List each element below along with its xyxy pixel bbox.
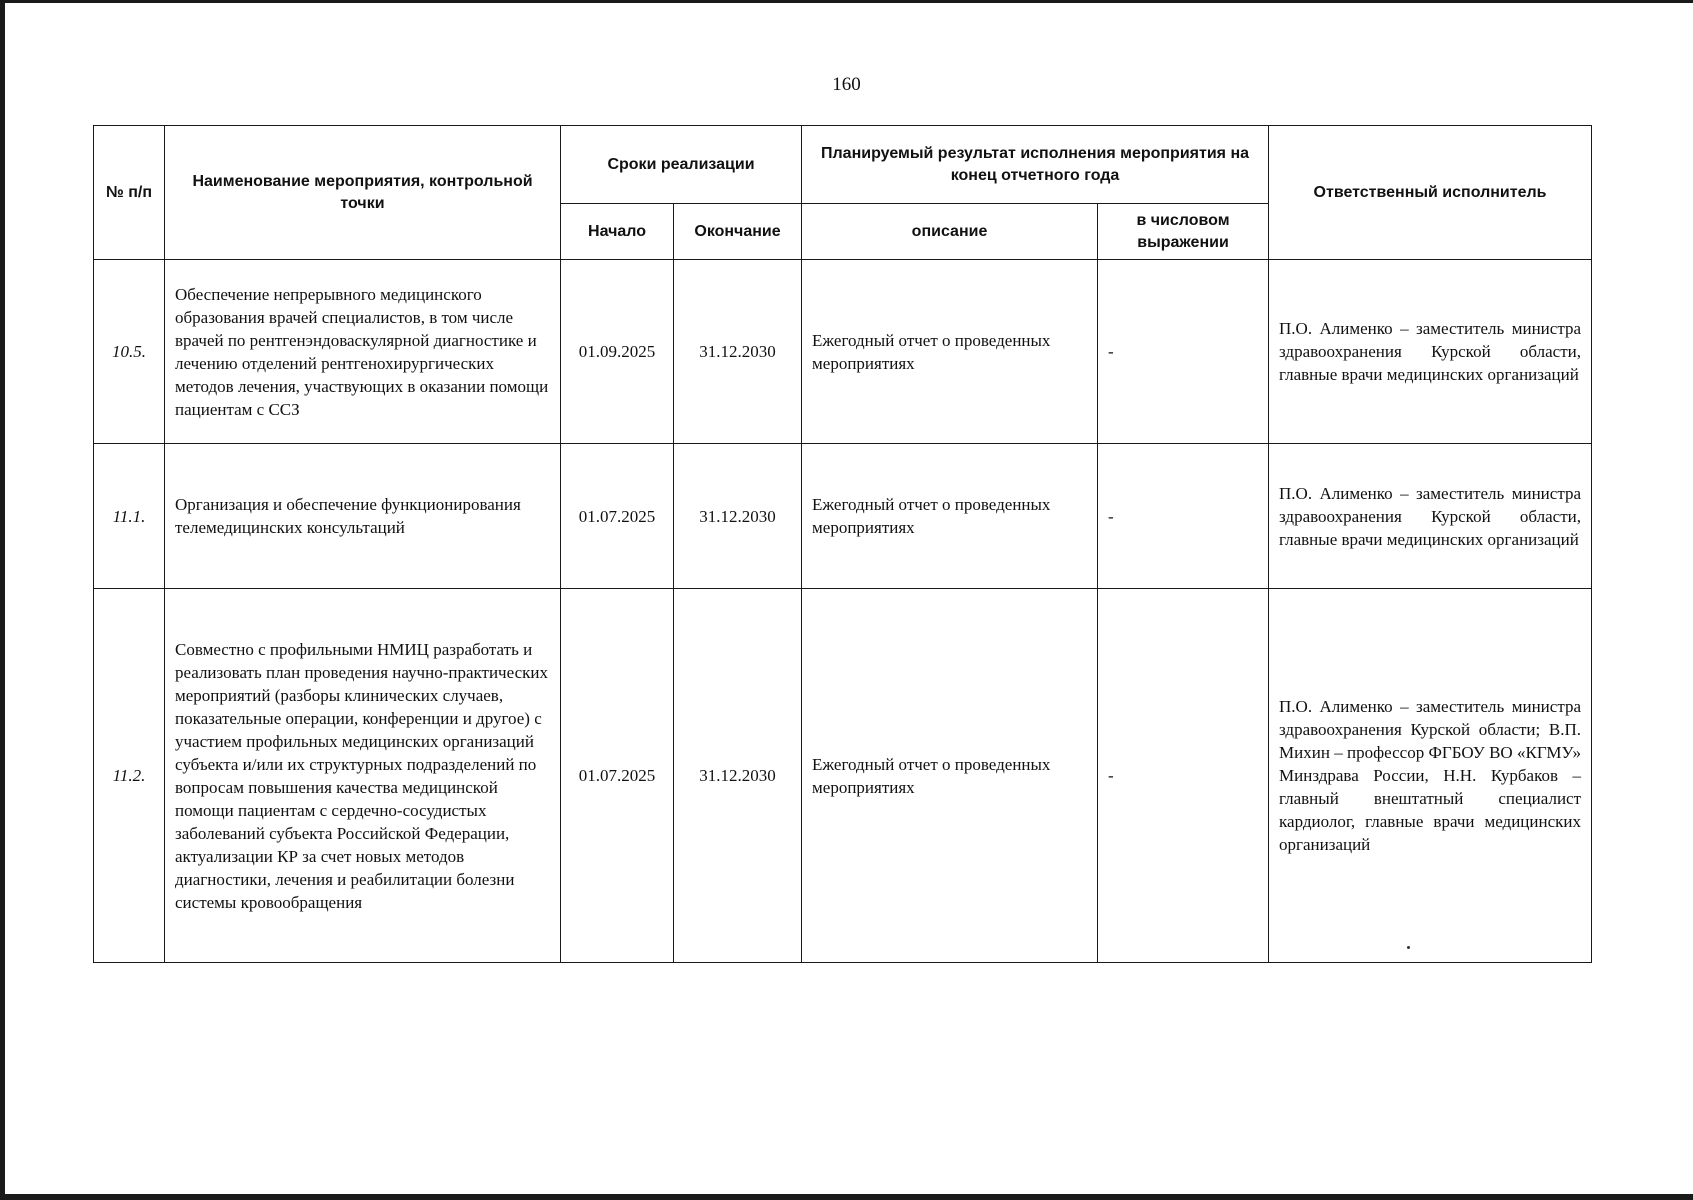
result-description: Ежегодный отчет о проведенных мероприятиях xyxy=(802,444,1098,589)
scan-speck xyxy=(1407,946,1410,949)
responsible-person: П.О. Алименко – заместитель министра здравоохранения Курской области, главные врачи медицинских организаций xyxy=(1269,444,1592,589)
header-terms: Сроки реализации xyxy=(561,126,802,204)
header-result: Планируемый результат исполнения мероприятия на конец отчетного года xyxy=(802,126,1269,204)
responsible-person: П.О. Алименко – заместитель министра здравоохранения Курской области; В.П. Михин – профессор ФГБОУ ВО «КГМУ» Минздрава России, Н.Н. Курбаков – главный внештатный специалист кардиолог, главные врачи медицинских организаций xyxy=(1269,589,1592,963)
result-numeric: - xyxy=(1098,260,1269,444)
row-number: 10.5. xyxy=(94,260,165,444)
result-description: Ежегодный отчет о проведенных мероприятиях xyxy=(802,260,1098,444)
start-date: 01.07.2025 xyxy=(561,589,674,963)
header-responsible: Ответственный исполнитель xyxy=(1269,126,1592,260)
table-row xyxy=(94,444,1592,589)
header-name: Наименование мероприятия, контрольной точки xyxy=(165,126,561,260)
end-date: 31.12.2030 xyxy=(674,589,802,963)
row-number: 11.2. xyxy=(94,589,165,963)
end-date: 31.12.2030 xyxy=(674,260,802,444)
activities-table xyxy=(93,125,1592,963)
header-start: Начало xyxy=(561,204,674,260)
header-num: № п/п xyxy=(94,126,165,260)
start-date: 01.07.2025 xyxy=(561,444,674,589)
activity-name: Обеспечение непрерывного медицинского образования врачей специалистов, в том числе врачей по рентгенэндоваскулярной диагностике и лечению отделений рентгенохирургических методов лечения, участвующих в оказании помощи пациентам с ССЗ xyxy=(165,260,561,444)
header-numeric: в числовом выражении xyxy=(1098,204,1269,260)
result-description: Ежегодный отчет о проведенных мероприятиях xyxy=(802,589,1098,963)
result-numeric: - xyxy=(1098,444,1269,589)
table-row xyxy=(94,589,1592,963)
header-description: описание xyxy=(802,204,1098,260)
activity-name: Совместно с профильными НМИЦ разработать и реализовать план проведения научно-практических мероприятий (разборы клинических случаев, показательные операции, конференции и другое) с участием профильных медицинских организаций субъекта и/или их структурных подразделений по вопросам повышения качества медицинской помощи пациентам с сердечно-сосудистых заболеваний субъекта Российской Федерации, актуализации КР за счет новых методов диагностики, лечения и реабилитации болезни системы кровообращения xyxy=(165,589,561,963)
activity-name: Организация и обеспечение функционирования телемедицинских консультаций xyxy=(165,444,561,589)
row-number: 11.1. xyxy=(94,444,165,589)
end-date: 31.12.2030 xyxy=(674,444,802,589)
responsible-person: П.О. Алименко – заместитель министра здравоохранения Курской области, главные врачи медицинских организаций xyxy=(1269,260,1592,444)
header-row xyxy=(94,126,1592,204)
result-numeric: - xyxy=(1098,589,1269,963)
start-date: 01.09.2025 xyxy=(561,260,674,444)
header-end: Окончание xyxy=(674,204,802,260)
table-row xyxy=(94,260,1592,444)
page-number: 160 xyxy=(832,74,861,95)
